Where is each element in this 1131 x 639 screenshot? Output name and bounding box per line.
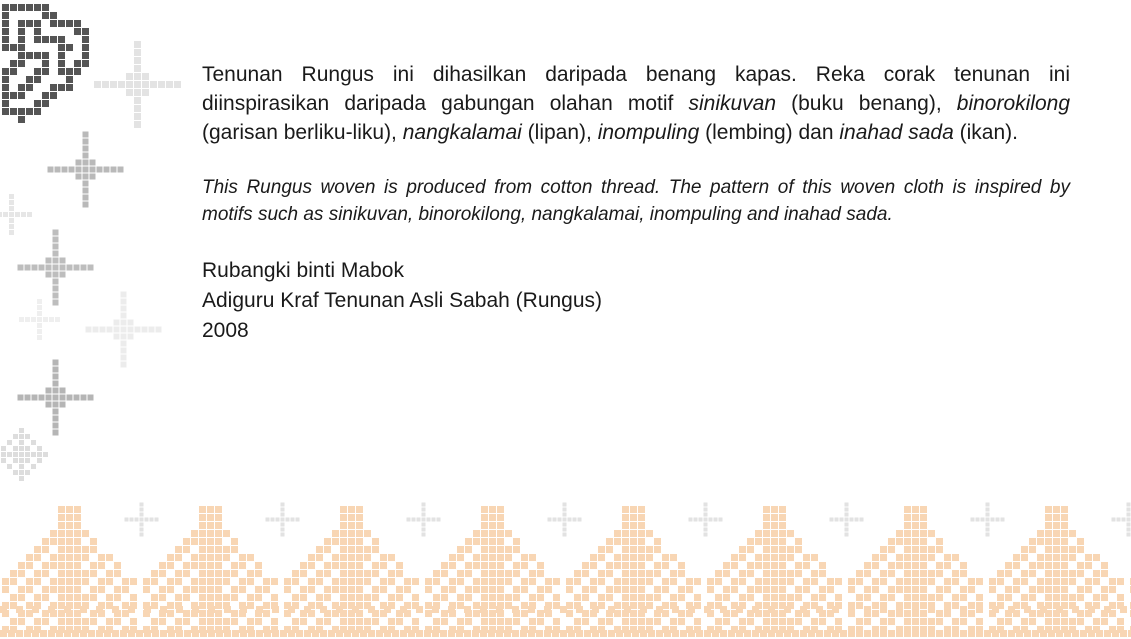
artisan-name: Rubangki binti Mabok <box>202 259 404 282</box>
text-panel <box>202 60 1070 346</box>
pixel-border-pattern-icon <box>0 503 1131 638</box>
malay-description <box>202 60 1070 147</box>
motif-term: nangkalamai <box>402 121 522 144</box>
songket-pixel-motif-icon <box>0 4 181 481</box>
english-description: This Rungus woven is produced from cotton thread. The pattern of this woven cloth is inspired by motifs such as sinikuvan, binorokilong, nangkalamai, inompuling and inahad sada. <box>202 177 1070 225</box>
text-segment: (garisan berliku-liku), <box>202 121 403 144</box>
text-segment: Tenunan Rungus ini dihasilkan daripada benang kapas. Reka corak tenunan ini diinspirasikan daripada gabungan olahan motif <box>202 63 1070 115</box>
motif-term: binorokilong <box>956 92 1071 115</box>
artisan-title: Adiguru Kraf Tenunan Asli Sabah (Rungus) <box>202 289 603 312</box>
text-segment: (buku benang), <box>776 92 957 115</box>
text-segment: (lembing) dan <box>699 121 840 144</box>
text-segment: (ikan). <box>953 121 1018 144</box>
motif-term: inahad sada <box>839 121 954 144</box>
signature-block <box>202 256 1070 346</box>
motif-term: sinikuvan <box>688 92 777 115</box>
year: 2008 <box>202 319 249 342</box>
motif-term: inompuling <box>597 121 700 144</box>
text-segment: (lipan), <box>521 121 598 144</box>
